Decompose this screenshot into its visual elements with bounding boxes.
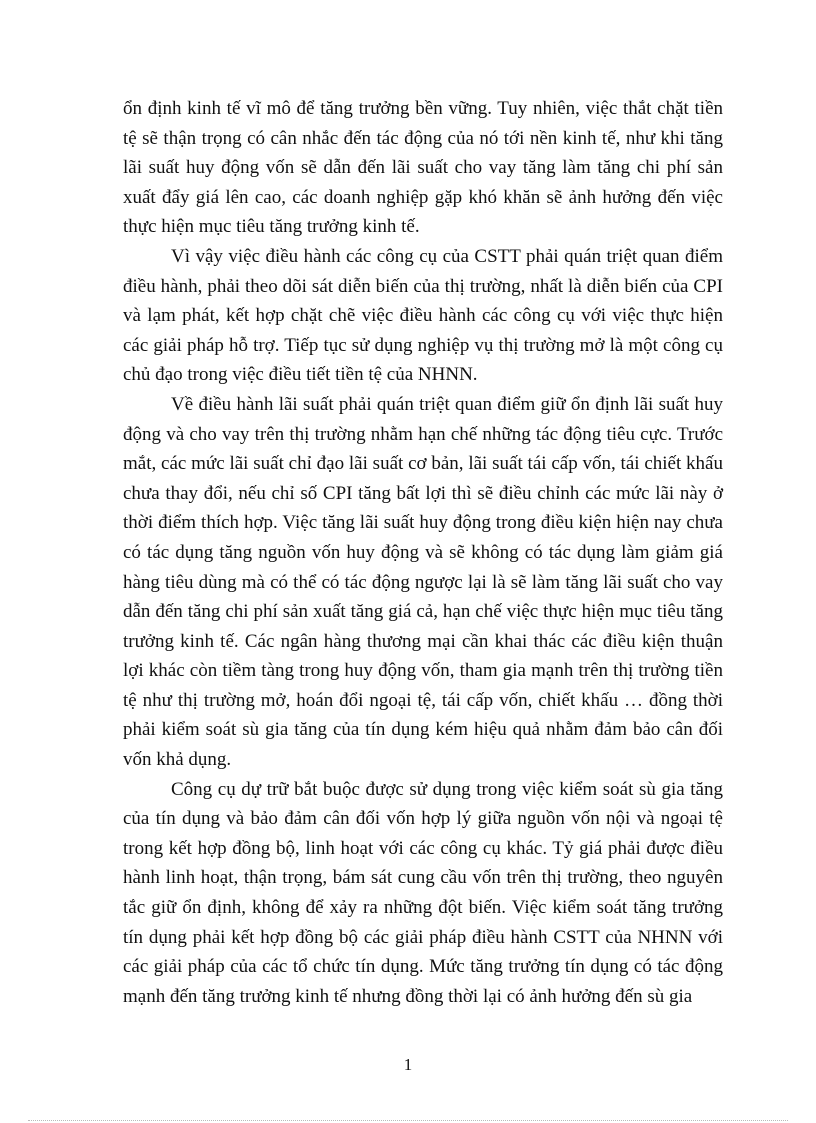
- paragraph-reserve-requirement: Công cụ dự trữ bắt buộc được sử dụng trong việc kiểm soát sù gia tăng của tín dụng và bảo đảm cân đối vốn hợp lý giữa nguồn vốn nội và ngoại tệ trong kết hợp đồng bộ, linh hoạt với các công cụ khác. Tỷ giá phải được điều hành linh hoạt, thận trọng, bám sát cung cầu vốn trên thị trường, theo nguyên tắc giữ ổn định, không để xảy ra những đột biến. Việc kiểm soát tăng trưởng tín dụng phải kết hợp đồng bộ các giải pháp điều hành CSTT của NHNN với các giải pháp của các tổ chức tín dụng. Mức tăng trưởng tín dụng có tác động mạnh đến tăng trưởng kinh tế nhưng đồng thời lại có ảnh hưởng đến sù gia: [123, 778, 723, 1007]
- page-number: 1: [403, 1055, 413, 1074]
- body-text: [123, 94, 723, 1011]
- footer-divider: [28, 1120, 788, 1121]
- paragraph-cstt-tools: Vì vậy việc điều hành các công cụ của CSTT phải quán triệt quan điểm điều hành, phải theo dõi sát diễn biến của thị trường, nhất là diễn biến của CPI và lạm phát, kết hợp chặt chẽ việc điều hành các công cụ với việc thực hiện các giải pháp hỗ trợ. Tiếp tục sử dụng nghiệp vụ thị trường mở là một công cụ chủ đạo trong việc điều tiết tiền tệ của NHNN.: [123, 245, 723, 386]
- paragraph-continuation: ổn định kinh tế vĩ mô để tăng trưởng bền vững. Tuy nhiên, việc thắt chặt tiền tệ sẽ thận trọng có cân nhắc đến tác động của nó tới nền kinh tế, như khi tăng lãi suất huy động vốn sẽ dẫn đến lãi suất cho vay tăng làm tăng chi phí sản xuất đẩy giá lên cao, các doanh nghiệp gặp khó khăn sẽ ảnh hưởng đến việc thực hiện mục tiêu tăng trưởng kinh tế.: [123, 98, 723, 238]
- paragraph-interest-rate: Về điều hành lãi suất phải quán triệt quan điểm giữ ổn định lãi suất huy động và cho vay trên thị trường nhằm hạn chế những tác động tiêu cực. Trước mắt, các mức lãi suất chỉ đạo lãi suất cơ bản, lãi suất tái cấp vốn, tái chiết khấu chưa thay đổi, nếu chỉ số CPI tăng bất lợi thì sẽ điều chỉnh các mức lãi này ở thời điểm thích hợp. Việc tăng lãi suất huy động trong điều kiện hiện nay chưa có tác dụng tăng nguồn vốn huy động và sẽ không có tác dụng làm giảm giá hàng tiêu dùng mà có thể có tác động ngược lại là sẽ làm tăng lãi suất cho vay dẫn đến tăng chi phí sản xuất tăng giá cả, hạn chế việc thực hiện mục tiêu tăng trưởng kinh tế. Các ngân hàng thương mại cần khai thác các điều kiện thuận lợi khác còn tiềm tàng trong huy động vốn, tham gia mạnh trên thị trường tiền tệ như thị trường mở, hoán đổi ngoại tệ, tái cấp vốn, chiết khấu … đồng thời phải kiểm soát sù gia tăng của tín dụng kém hiệu quả nhằm đảm bảo cân đối vốn khả dụng.: [123, 393, 723, 771]
